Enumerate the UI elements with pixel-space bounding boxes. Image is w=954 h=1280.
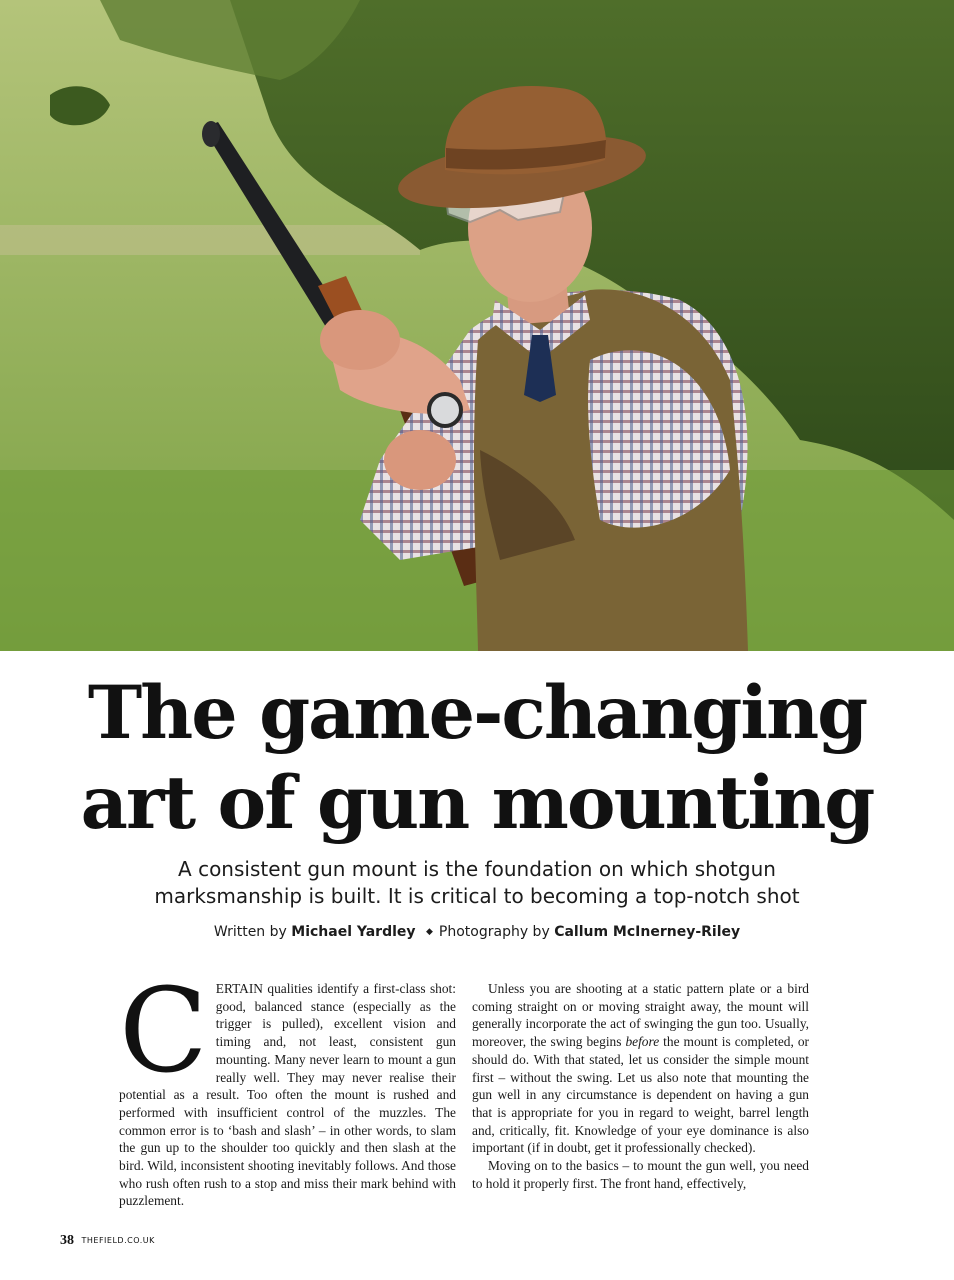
front-hand [320,310,400,370]
body-column-left [119,964,456,1210]
drop-cap: C [119,964,208,1099]
body-text-emphasis: before [625,1034,660,1050]
body-column-right [472,980,809,1192]
byline-photo-label: Photography by [438,924,550,940]
path-strip [0,225,420,255]
body-paragraph [472,1157,809,1192]
body-text-right-1a: Unless you are shooting at a static pattern plate or a bird coming straight on or moving straight away, the mount will generally incorporate the act of swinging the gun too. Usually, moreover, the swing begins [472,981,809,1050]
body-paragraph [472,980,809,1157]
headline-line-2: art of gun mounting [80,760,874,846]
byline [60,922,894,944]
standfirst-line-2: marksmanship is built. It is critical to becoming a top-notch shot [154,884,800,908]
site-url: THEFIELD.CO.UK [81,1236,155,1245]
body-text-right-1b: the mount is completed, or should do. With that stated, let us consider the simple mount first – without the swing. Let us also note that mounting the gun well in any circumstance is dependent on having a gun that is appropriate for you in regard to weight, barrel length and, critically, fit. Knowledge of your eye dominance is also important (if in doubt, get it professionally checked). [472,1034,809,1156]
shotgun-muzzle [202,121,220,147]
byline-written-label: Written by [213,924,287,940]
page-number: 38 [60,1233,74,1248]
byline-author: Michael Yardley [291,924,416,940]
article-standfirst [60,856,894,910]
page-footer [60,1232,155,1251]
rear-hand [384,430,456,490]
wristwatch [429,394,461,426]
byline-photographer: Callum McInerney-Riley [554,924,741,940]
headline-line-1: The game-changing [87,670,867,756]
body-text-right-2: Moving on to the basics – to mount the gun well, you need to hold it properly first. The front hand, effectively, [472,1158,809,1191]
body-text-left: ERTAIN qualities identify a first-class shot: good, balanced stance (especially as the trigger is pulled), excellent vision and timing and, not least, consistent gun mounting. Many never learn to mount a gun really well. They may never realise their potential as a result. Too often the mount is rushed and performed with insufficient control of the muzzles. The common error is to ‘bash and slash’ – in other words, to slam the gun up to the shoulder too quickly and then slash at the bird. Wild, inconsistent shooting inevitably follows. And those who rush often rush to a stop and miss their mark behind with puzzlement. [119,981,456,1209]
standfirst-line-1: A consistent gun mount is the foundation on which shotgun [178,857,776,881]
article-headline [40,668,914,848]
byline-diamond-icon: ◆ [425,927,433,937]
body-paragraph [119,964,456,1210]
